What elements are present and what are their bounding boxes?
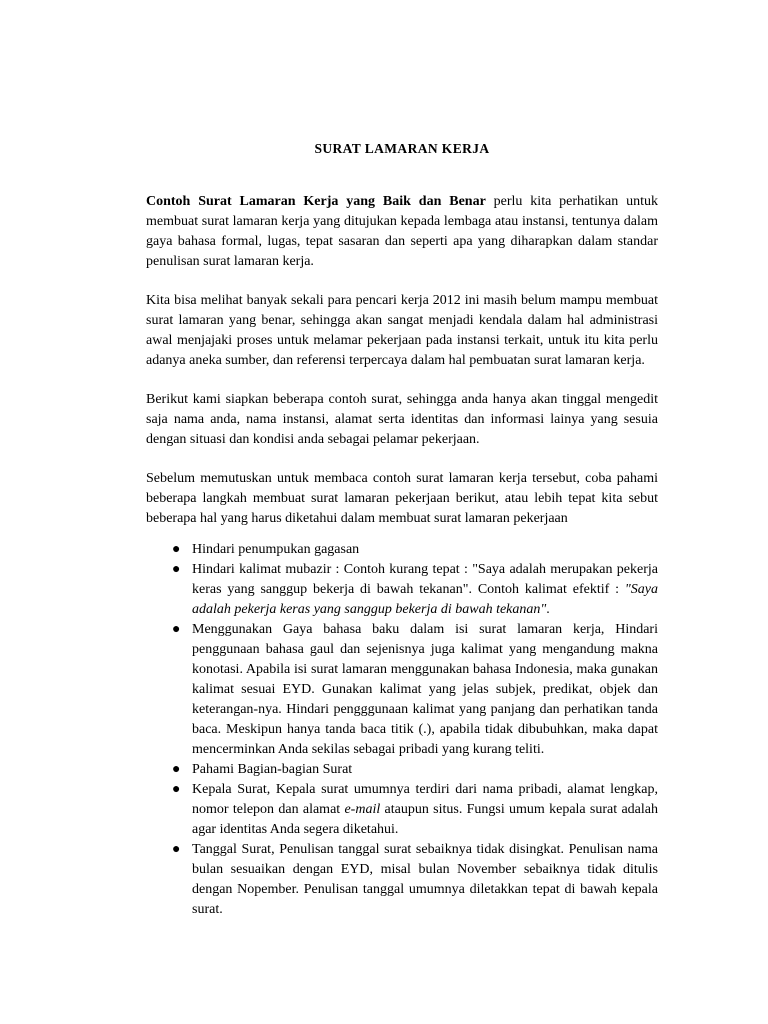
list-item-run: Pahami Bagian-bagian Surat bbox=[192, 761, 353, 777]
list-item-run-italic: "Saya adalah pekerja keras yang sanggup bekerja di bawah tekanan" bbox=[192, 581, 658, 617]
list-item bbox=[146, 780, 658, 840]
list-item-text bbox=[192, 560, 658, 620]
list-item-text bbox=[192, 540, 658, 560]
list-item bbox=[146, 760, 658, 780]
list-item-run: Hindari penumpukan gagasan bbox=[192, 541, 360, 557]
paragraph-pencari-kerja: Kita bisa melihat banyak sekali para pencari kerja 2012 ini masih belum mampu membuat surat lamaran yang benar, sehingga akan sangat menjadi kendala dalam hal administrasi awal menjajaki proses untuk melamar pekerjaan pada instansi terkait, untuk itu kita perlu adanya aneka sumber, dan referensi terpercaya dalam hal pembuatan surat lamaran kerja. bbox=[146, 292, 658, 368]
paragraph-contoh-surat: Berikut kami siapkan beberapa contoh surat, sehingga anda hanya akan tinggal mengedit saja nama anda, nama instansi, alamat serta identitas dan informasi lainya yang sesuia dengan situasi dan kondisi anda sebagai pelamar pekerjaan. bbox=[146, 391, 658, 447]
bullet-icon: ● bbox=[172, 621, 181, 637]
list-item bbox=[146, 560, 658, 620]
list-item-text bbox=[192, 760, 658, 780]
bullet-icon: ● bbox=[172, 761, 181, 777]
list-item-run: Tanggal Surat, Penulisan tanggal surat sebaiknya tidak disingkat. Penulisan nama bulan sesuaikan dengan EYD, misal bulan November sebaiknya tidak ditulis dengan Nopember. Penulisan tanggal umumnya diletakkan tepat di bawah kepala surat. bbox=[192, 841, 658, 917]
list-item-run-italic: e-mail bbox=[344, 801, 381, 817]
paragraph-intro bbox=[146, 192, 658, 272]
tips-list bbox=[146, 540, 658, 920]
paragraph-intro-rest: perlu kita perhatikan untuk membuat surat lamaran kerja yang ditujukan kepada lembaga atau instansi, tentunya dalam gaya bahasa formal, lugas, tepat sasaran dan seperti apa yang diharapkan dalam standar penulisan surat lamaran kerja. bbox=[146, 193, 659, 269]
document-body bbox=[146, 140, 658, 920]
bullet-icon: ● bbox=[172, 841, 181, 857]
list-item-run: Menggunakan Gaya bahasa baku dalam isi surat lamaran kerja, Hindari penggunaan bahasa gaul dan sejenisnya juga kalimat yang mengandung makna konotasi. Apabila isi surat lamaran menggunakan bahasa Indonesia, maka gunakan kalimat sesuai EYD. Gunakan kalimat yang jelas subjek, predikat, objek dan keterangan-nya. Hindari pengggunaan kalimat yang panjang dan perhatikan tanda baca. Meskipun hanya tanda baca titik (.), apabila tidak dibubuhkan, maka dapat mencerminkan Anda sekilas sebagai pribadi yang kurang teliti. bbox=[192, 621, 658, 757]
list-item bbox=[146, 540, 658, 560]
list-item-run: . bbox=[546, 601, 550, 617]
list-item-run: Hindari kalimat mubazir : Contoh kurang tepat : "Saya adalah merupakan pekerja keras yang sanggup bekerja di bawah tekanan". Contoh kalimat efektif : bbox=[192, 561, 658, 597]
list-item bbox=[146, 620, 658, 760]
page-title: SURAT LAMARAN KERJA bbox=[314, 141, 490, 156]
list-item-text bbox=[192, 620, 658, 760]
bullet-icon: ● bbox=[172, 781, 181, 797]
bullet-icon: ● bbox=[172, 561, 181, 577]
list-item-run: ataupun situs. Fungsi umum kepala surat adalah agar identitas Anda segera diketahui. bbox=[192, 801, 658, 837]
paragraph-intro-lead: Contoh Surat Lamaran Kerja yang Baik dan Benar bbox=[146, 193, 486, 209]
paragraph-sebelum-memutuskan: Sebelum memutuskan untuk membaca contoh surat lamaran kerja tersebut, coba pahami beberapa langkah membuat surat lamaran pekerjaan berikut, atau lebih tepat kita sebut beberapa hal yang harus diketahui dalam membuat surat lamaran pekerjaan bbox=[146, 470, 658, 526]
list-item-text bbox=[192, 780, 658, 840]
list-item-text bbox=[192, 840, 658, 920]
list-item bbox=[146, 840, 658, 920]
bullet-icon: ● bbox=[172, 541, 181, 557]
list-item-run: Kepala Surat, Kepala surat umumnya terdiri dari nama pribadi, alamat lengkap, nomor telepon dan alamat bbox=[192, 781, 658, 817]
